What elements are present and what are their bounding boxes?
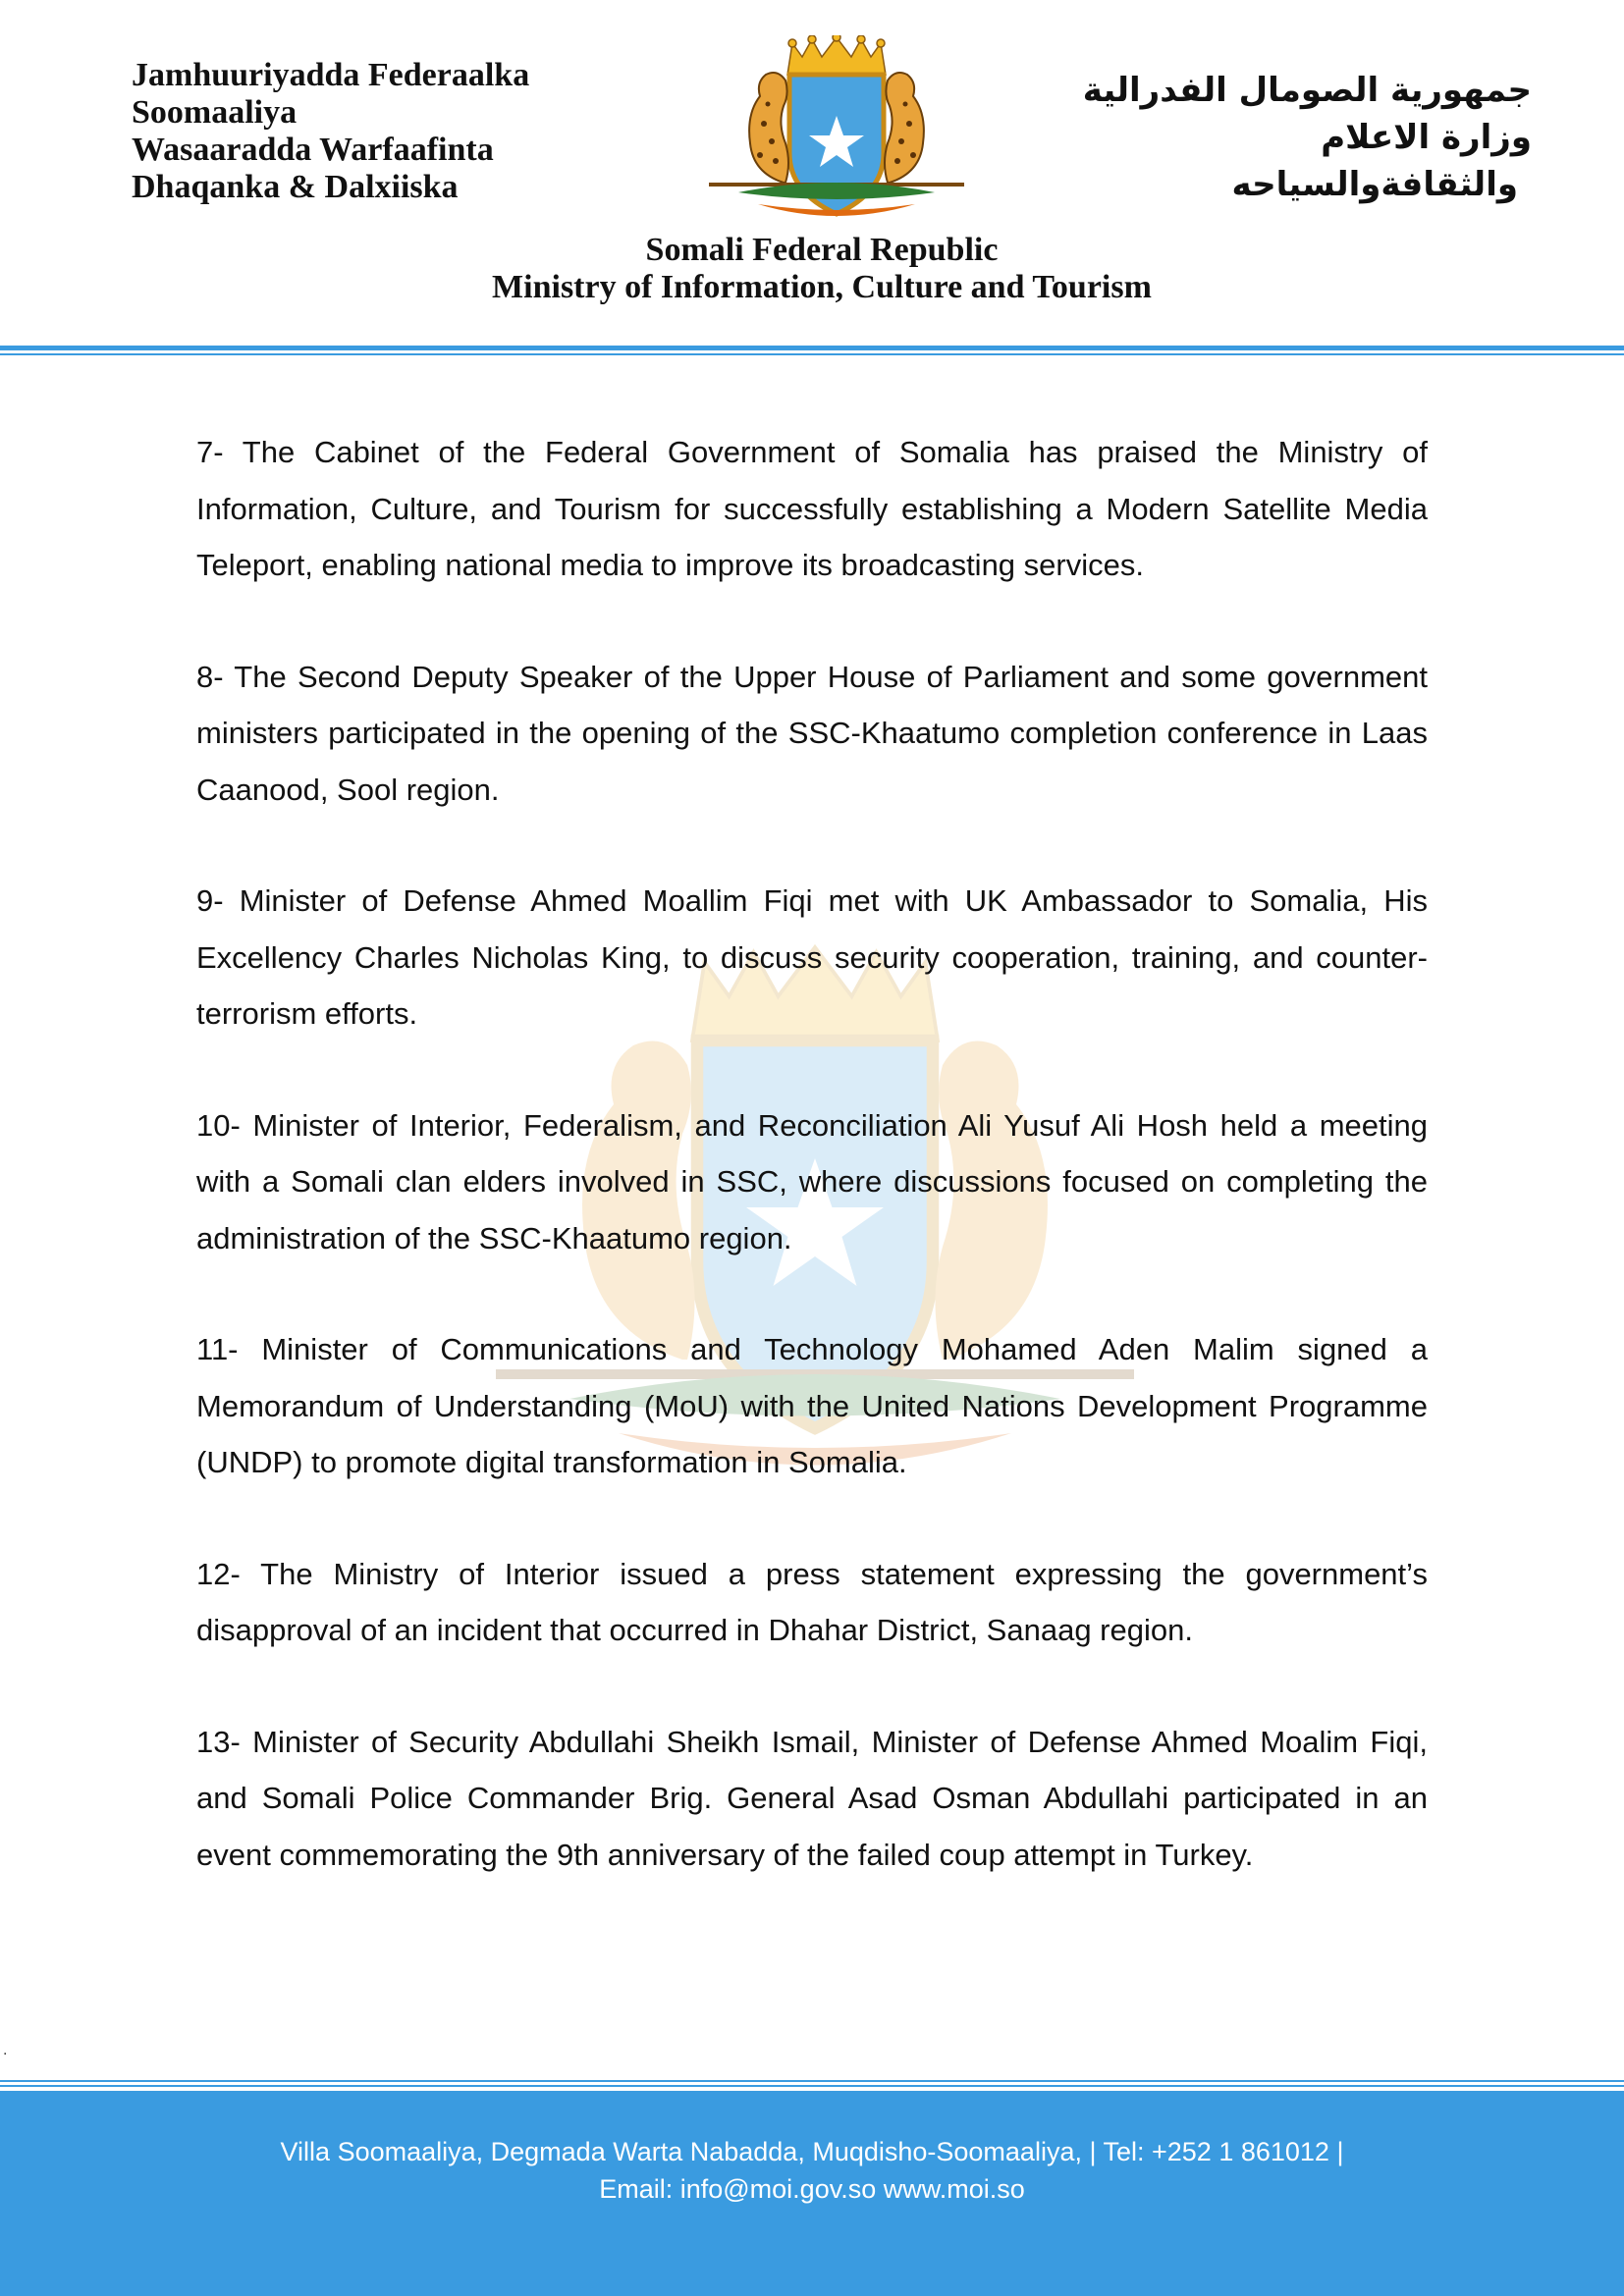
somali-coat-of-arms-icon: [699, 35, 974, 232]
arabic-line-2: وزارة الاعلام: [1321, 118, 1532, 157]
footer-divider-bottom: [0, 2085, 1624, 2087]
header-divider-thin: [0, 353, 1624, 355]
english-title: Somali Federal Republic: [645, 232, 999, 268]
paragraph-9: 9- Minister of Defense Ahmed Moallim Fiqi met with UK Ambassador to Somalia, His Excellency Charles Nicholas King, to discuss security cooperation, training, and counter-terrorism efforts.: [196, 883, 1428, 1031]
footer-address: Villa Soomaaliya, Degmada Warta Nabadda, Muqdisho-Soomaaliya, | Tel: +252 1 861012 |: [280, 2137, 1344, 2166]
document-body: [196, 424, 1428, 1938]
paragraph-12: 12- The Ministry of Interior issued a press statement expressing the government’s disapproval of an incident that occurred in Dhahar District, Sanaag region.: [196, 1556, 1428, 1647]
arabic-line-1: جمهورية الصومال الفدرالية: [1082, 71, 1532, 110]
paragraph-13: 13- Minister of Security Abdullahi Sheikh Ismail, Minister of Defense Ahmed Moalim Fiqi, and Somali Police Commander Brig. General Asad Osman Abdullahi participated in an event commemorating the 9th anniversary of the failed coup attempt in Turkey.: [196, 1724, 1428, 1872]
footer-divider-top: [0, 2080, 1624, 2082]
header-divider-thick: [0, 346, 1624, 350]
footer-contact: Email: info@moi.gov.so www.moi.so: [599, 2174, 1025, 2204]
footer-bar: [0, 2091, 1624, 2296]
arabic-line-3: والثقافةوالسياحه: [1231, 165, 1518, 204]
side-mark: .: [3, 2042, 8, 2058]
header-somali-block: [132, 57, 529, 206]
paragraph-10: 10- Minister of Interior, Federalism, and Reconciliation Ali Yusuf Ali Hosh held a meeting with a Somali clan elders involved in SSC, where discussions focused on completing the administration of the SSC-Khaatumo region.: [196, 1107, 1428, 1255]
paragraph-8: 8- The Second Deputy Speaker of the Upper House of Parliament and some government ministers participated in the opening of the SSC-Khaatumo completion conference in Laas Caanood, Sool region.: [196, 659, 1428, 807]
header-arabic-block: [1083, 67, 1532, 208]
paragraph-7: 7- The Cabinet of the Federal Government of Somalia has praised the Ministry of Information, Culture, and Tourism for successfully establishing a Modern Satellite Media Teleport, enabling national media to improve its broadcasting services.: [196, 435, 1428, 582]
paragraph-11: 11- Minister of Communications and Technology Mohamed Aden Malim signed a Memorandum of Understanding (MoU) with the United Nations Development Programme (UNDP) to promote digital transformation in Somalia.: [196, 1332, 1428, 1479]
english-subtitle: Ministry of Information, Culture and Tourism: [492, 269, 1152, 305]
header-english-block: [0, 232, 1624, 306]
somali-line-1: Jamhuuriyadda Federaalka: [132, 57, 530, 93]
somali-line-4: Dhaqanka & Dalxiiska: [132, 169, 459, 205]
somali-line-3: Wasaaradda Warfaafinta: [132, 132, 494, 168]
somali-line-2: Soomaaliya: [132, 94, 298, 131]
